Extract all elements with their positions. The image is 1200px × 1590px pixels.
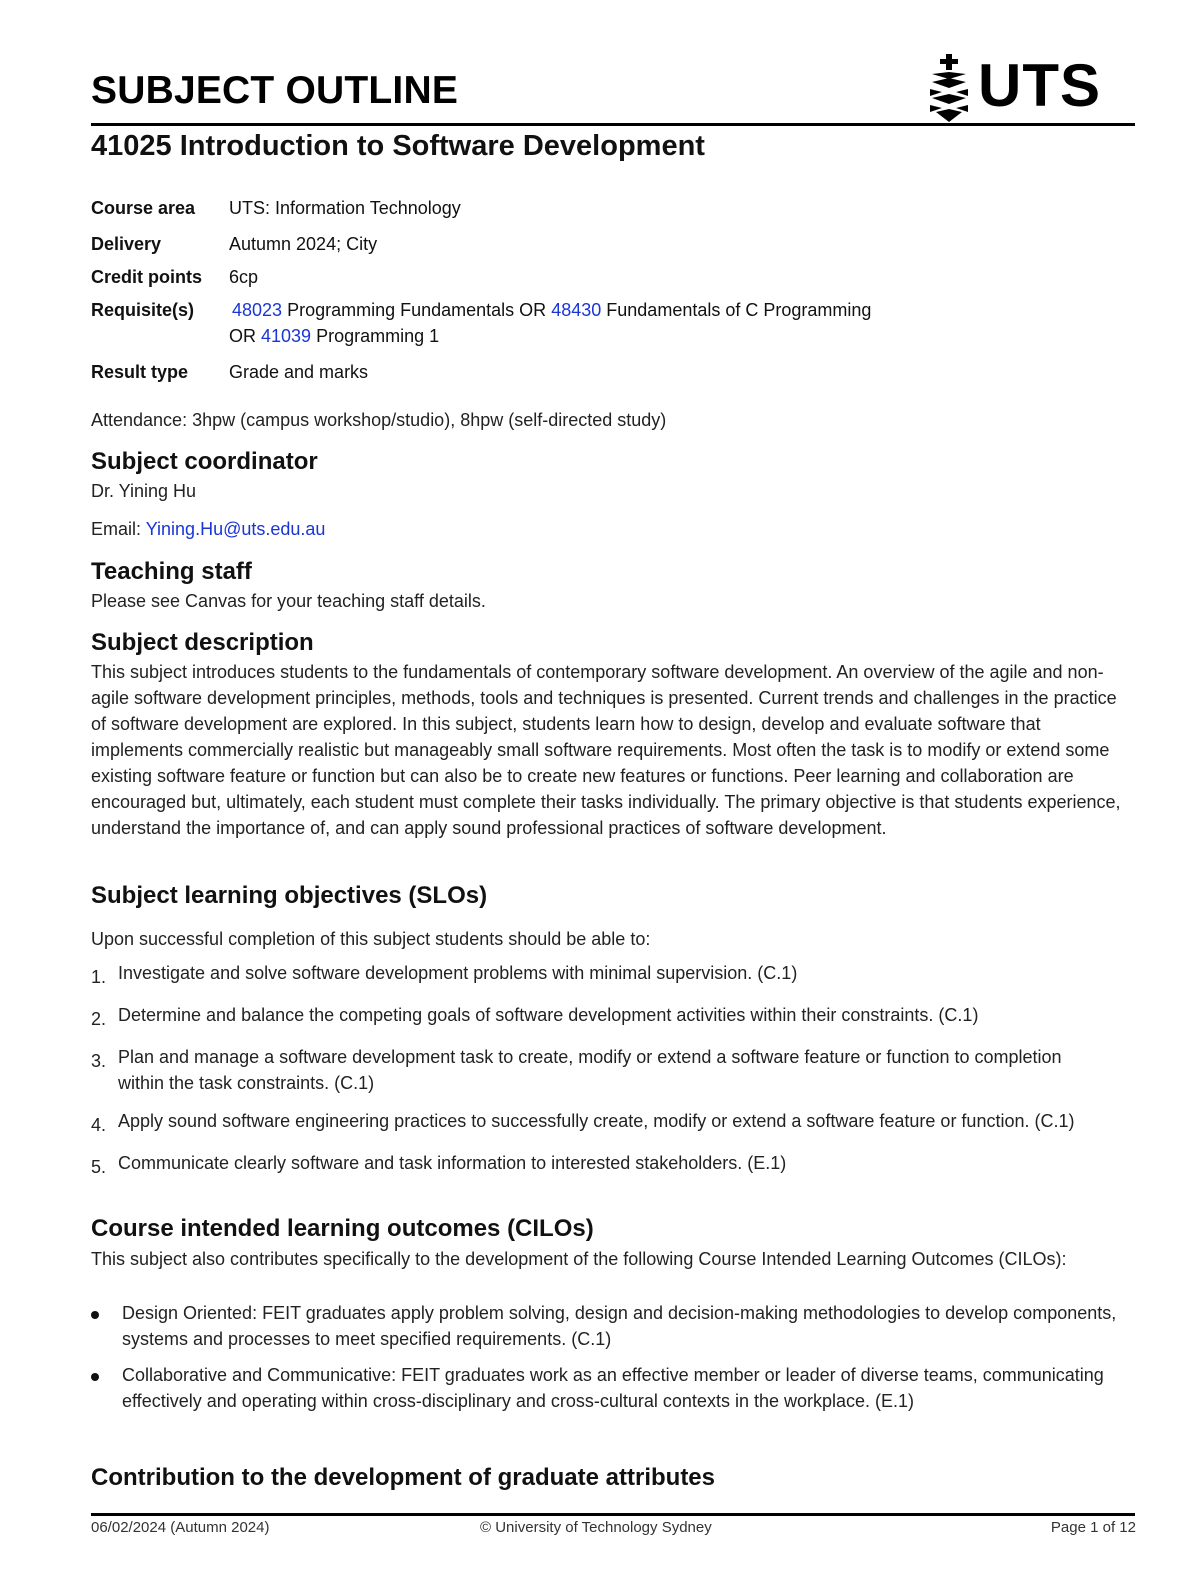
cilo-text: Collaborative and Communicative: FEIT graduates work as an effective member or leader of diverse teams, communicating effectively and operating within cross-disciplinary and cross-cultural contexts in the workplace. (E.1)	[122, 1365, 1104, 1411]
requisites-value	[229, 297, 1091, 349]
email-label: Email:	[91, 519, 142, 539]
requisites-label: Requisite(s)	[91, 300, 195, 321]
slo-item	[91, 1002, 1091, 1032]
uts-logo	[926, 52, 1101, 124]
subject-description-text: This subject introduces students to the fundamentals of contemporary software development. An overview of the agile and non-agile software development principles, methods, tools and techniques is presented. Current trends and challenges in the practice of software development are explored. In this subject, students learn how to design, develop and evaluate software that implements commercially realistic but manageably small software requirements. Most often the task is to modify or extend some existing software feature or function but can also be to create new features or functions. Peer learning and collaboration are encouraged but, ultimately, each student must complete their tasks individually. The primary objective is that students experience, understand the importance of, and can apply sound professional practices of software development.	[91, 662, 1121, 838]
slo-text: Apply sound software engineering practices to successfully create, modify or extend a software feature or function. (C.1)	[118, 1111, 1075, 1131]
delivery-row	[91, 231, 1091, 257]
slos-heading: Subject learning objectives (SLOs)	[91, 882, 488, 909]
coordinator-email-link[interactable]: Yining.Hu@uts.edu.au	[145, 519, 326, 539]
footer-date: 06/02/2024 (Autumn 2024)	[91, 1519, 270, 1536]
teaching-staff-heading: Teaching staff	[91, 558, 252, 585]
document-title: SUBJECT OUTLINE	[91, 69, 459, 112]
slo-item	[91, 1044, 1091, 1096]
slo-number: 2.	[91, 1009, 107, 1029]
slo-list	[91, 960, 1091, 1192]
delivery-value: Autumn 2024; City	[229, 234, 378, 255]
requisite-name-2: Fundamentals of C Programming	[606, 300, 872, 321]
footer-copyright: © University of Technology Sydney	[480, 1519, 712, 1536]
slos-intro: Upon successful completion of this subject students should be able to:	[91, 929, 651, 949]
cilo-list	[91, 1300, 1136, 1424]
cilo-item	[91, 1300, 1136, 1352]
slo-number: 1.	[91, 967, 107, 987]
teaching-staff-text: Please see Canvas for your teaching staff details.	[91, 591, 486, 611]
coordinator-heading: Subject coordinator	[91, 448, 318, 475]
bullet-icon	[91, 1300, 122, 1352]
requisite-name-3: Programming 1	[316, 326, 440, 347]
coordinator-email-line	[91, 516, 1136, 542]
credit-points-value: 6cp	[229, 267, 259, 288]
slo-item	[91, 1108, 1091, 1138]
requisites-row	[91, 297, 1091, 349]
cilos-intro: This subject also contributes specifically to the development of the following Course Intended Learning Outcomes (CILOs):	[91, 1249, 1067, 1269]
slo-text: Plan and manage a software development task to create, modify or extend a software feature or function to completion within the task constraints. (C.1)	[118, 1047, 1062, 1093]
attendance-text: Attendance: 3hpw (campus workshop/studio), 8hpw (self-directed study)	[91, 410, 667, 430]
bullet-icon	[91, 1362, 122, 1414]
course-area-value: UTS: Information Technology	[229, 198, 461, 218]
requisite-link-48430[interactable]: 48430	[551, 300, 602, 321]
requisite-or: OR	[229, 326, 256, 347]
slo-text: Communicate clearly software and task information to interested stakeholders. (E.1)	[118, 1153, 787, 1173]
slo-item	[91, 960, 1091, 990]
result-type-value: Grade and marks	[229, 362, 369, 383]
cilo-text: Design Oriented: FEIT graduates apply problem solving, design and decision-making methodologies to develop components, systems and processes to meet specified requirements. (C.1)	[122, 1303, 1117, 1349]
cilo-item	[91, 1362, 1136, 1414]
delivery-label: Delivery	[91, 234, 162, 255]
credit-points-row	[91, 264, 1091, 290]
slo-item	[91, 1150, 1091, 1180]
slo-text: Determine and balance the competing goals of software development activities within their constraints. (C.1)	[118, 1005, 979, 1025]
logo-wordmark: UTS	[978, 52, 1101, 119]
coordinator-name: Dr. Yining Hu	[91, 481, 197, 501]
course-area-label: Course area	[91, 198, 196, 218]
slo-number: 5.	[91, 1157, 107, 1177]
result-type-label: Result type	[91, 362, 189, 383]
uts-crest-icon	[926, 52, 972, 124]
graduate-attributes-heading: Contribution to the development of graduate attributes	[91, 1464, 715, 1491]
credit-points-label: Credit points	[91, 267, 202, 288]
result-type-row	[91, 359, 1091, 385]
cilos-heading: Course intended learning outcomes (CILOs)	[91, 1215, 594, 1242]
requisite-name-1: Programming Fundamentals OR	[287, 300, 547, 321]
header-rule	[91, 123, 1135, 126]
footer-rule	[91, 1513, 1135, 1516]
requisite-link-48023[interactable]: 48023	[232, 300, 283, 321]
footer-page-number: Page 1 of 12	[1050, 1519, 1136, 1536]
course-area-row	[91, 195, 1091, 221]
subject-title: 41025 Introduction to Software Development	[91, 130, 705, 162]
slo-text: Investigate and solve software development problems with minimal supervision. (C.1)	[118, 963, 798, 983]
slo-number: 3.	[91, 1051, 107, 1071]
subject-details	[91, 195, 1091, 396]
subject-description-heading: Subject description	[91, 629, 314, 656]
requisite-link-41039[interactable]: 41039	[261, 326, 312, 347]
slo-number: 4.	[91, 1115, 107, 1135]
